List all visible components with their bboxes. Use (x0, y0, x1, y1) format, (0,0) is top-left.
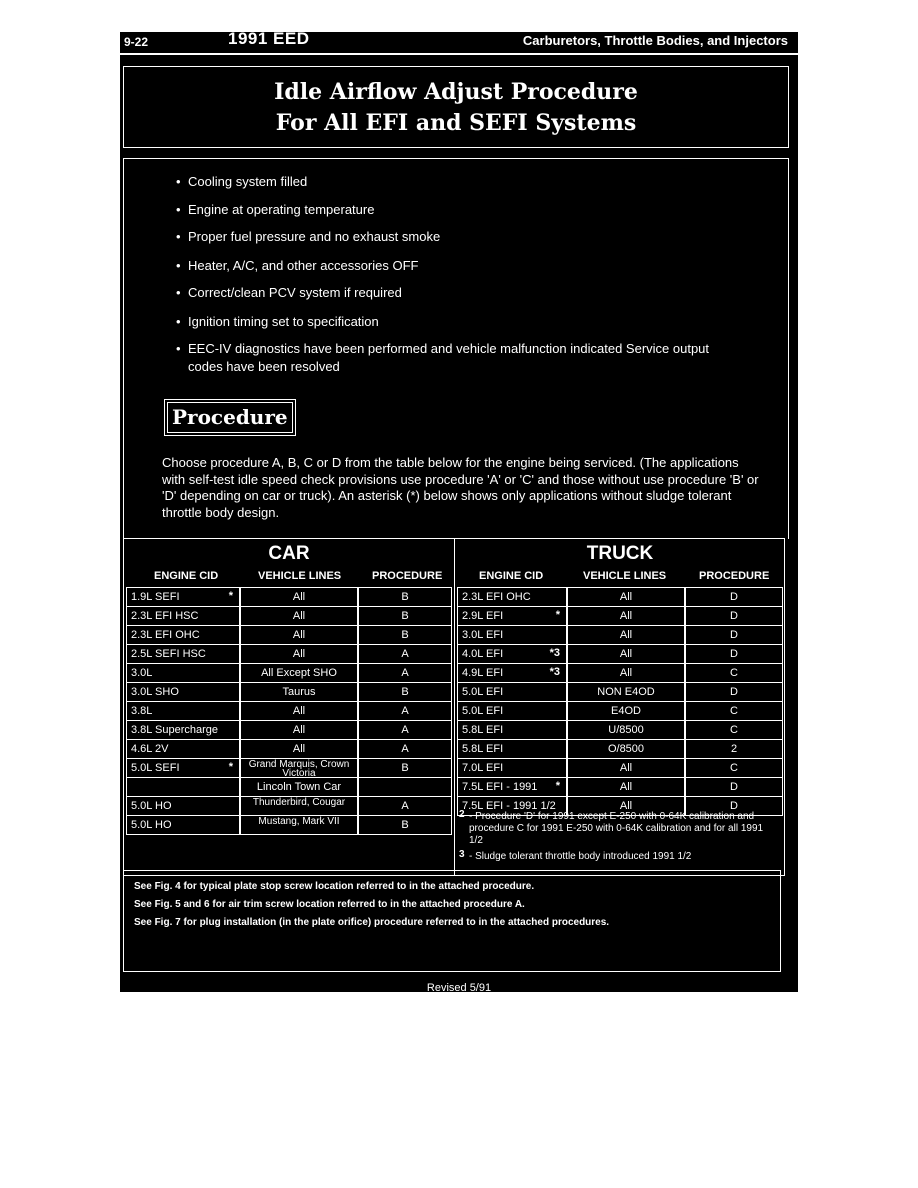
car-row-1-engine-cell (126, 606, 240, 626)
truck-vehicle: All (619, 667, 633, 679)
car-procedure: A (401, 667, 409, 679)
truck-row-1-vehicle-cell (567, 606, 685, 626)
truck-row-6-procedure-cell (685, 701, 783, 721)
car-row-3-engine-cell (126, 644, 240, 664)
car-row-2-procedure-cell (358, 625, 452, 645)
truck-vehicle: All (619, 610, 633, 622)
car-engine: 3.0L SHO (131, 686, 179, 698)
truck-engine: 4.9L EFI (462, 667, 504, 679)
truck-engine: 7.5L EFI - 1991 1/2 (462, 800, 556, 812)
car-procedure: A (401, 800, 409, 812)
page-number: 9-22 (124, 35, 149, 49)
car-row-2-vehicle-cell (240, 625, 358, 645)
procedure-heading-box (164, 399, 296, 436)
car-vehicle: Lincoln Town Car (256, 781, 342, 793)
car-row-0-vehicle-cell (240, 587, 358, 607)
truck-vehicle: NON E4OD (597, 686, 655, 698)
car-procedure: B (401, 591, 409, 603)
truck-procedure: C (730, 667, 738, 679)
truck-row-0-engine-cell (457, 587, 567, 607)
car-row-8-vehicle-cell (240, 739, 358, 759)
truck-row-11-vehicle-cell (567, 796, 685, 816)
car-row-10-procedure-cell (358, 777, 452, 797)
car-col-procedure: PROCEDURE (372, 570, 443, 582)
procedure-heading: Procedure (167, 402, 293, 433)
truck-heading: TRUCK (586, 543, 654, 564)
truck-row-8-procedure-cell (685, 739, 783, 759)
car-vehicle: All (292, 743, 306, 755)
car-row-6-procedure-cell (358, 701, 452, 721)
figure-reference: See Fig. 4 for typical plate stop screw location referred to in the attached procedure. (134, 881, 535, 892)
car-engine: 3.0L (131, 667, 153, 679)
car-vehicle: All (292, 591, 306, 603)
truck-procedure: D (730, 629, 738, 641)
car-row-10-engine-cell (126, 777, 240, 797)
car-row-6-vehicle-cell (240, 701, 358, 721)
truck-procedure: D (730, 686, 738, 698)
car-asterisk-mark: * (228, 590, 233, 602)
car-row-12-vehicle-cell (240, 815, 358, 835)
truck-row-6-engine-cell (457, 701, 567, 721)
car-row-5-engine-cell (126, 682, 240, 702)
car-engine: 4.6L 2V (131, 743, 169, 755)
car-row-7-engine-cell (126, 720, 240, 740)
truck-vehicle: All (619, 648, 633, 660)
car-vehicle: All (292, 648, 306, 660)
car-row-11-engine-cell (126, 796, 240, 816)
car-vehicle: All (292, 629, 306, 641)
truck-vehicle: All (619, 629, 633, 641)
car-procedure: B (401, 629, 409, 641)
truck-engine: 2.3L EFI OHC (462, 591, 531, 603)
figure-reference: See Fig. 5 and 6 for air trim screw location referred to in the attached procedure A. (134, 899, 525, 910)
truck-row-5-engine-cell (457, 682, 567, 702)
title-line-1: Idle Airflow Adjust Procedure (274, 79, 638, 105)
truck-row-2-vehicle-cell (567, 625, 685, 645)
truck-engine: 5.8L EFI (462, 724, 504, 736)
condition-item: • Proper fuel pressure and no exhaust smoke (176, 229, 441, 244)
truck-row-1-engine-cell (457, 606, 567, 626)
truck-row-9-engine-cell (457, 758, 567, 778)
truck-row-5-procedure-cell (685, 682, 783, 702)
truck-row-6-vehicle-cell (567, 701, 685, 721)
car-row-12-engine-cell (126, 815, 240, 835)
car-row-10-vehicle-cell (240, 777, 358, 797)
truck-col-engine: ENGINE CID (479, 570, 544, 582)
truck-engine: 3.0L EFI (462, 629, 504, 641)
car-row-5-vehicle-cell (240, 682, 358, 702)
truck-row-1-procedure-cell (685, 606, 783, 626)
title-box (123, 66, 789, 148)
truck-row-8-engine-cell (457, 739, 567, 759)
truck-row-4-procedure-cell (685, 663, 783, 683)
truck-engine: 4.0L EFI (462, 648, 504, 660)
car-row-12-procedure-cell (358, 815, 452, 835)
car-vehicle: Thunderbird, Cougar (252, 797, 346, 808)
car-row-7-procedure-cell (358, 720, 452, 740)
figure-references-box (123, 870, 781, 972)
car-procedure: B (401, 762, 409, 774)
edition-label: 1991 EED (228, 29, 310, 48)
car-engine: 2.3L EFI OHC (131, 629, 200, 641)
truck-vehicle: All (619, 591, 633, 603)
car-engine: 5.0L HO (131, 800, 172, 812)
truck-row-9-vehicle-cell (567, 758, 685, 778)
truck-procedure: C (730, 724, 738, 736)
header-rule (120, 53, 798, 55)
car-engine: 5.0L HO (131, 819, 172, 831)
truck-row-2-engine-cell (457, 625, 567, 645)
car-vehicle: All (292, 610, 306, 622)
car-procedure: A (401, 705, 409, 717)
truck-note-3: 3 - Sludge tolerant throttle body introduced 1991 1/2 (459, 849, 692, 862)
car-vehicle: All Except SHO (261, 667, 337, 679)
car-row-2-engine-cell (126, 625, 240, 645)
truck-row-7-procedure-cell (685, 720, 783, 740)
truck-procedure: D (730, 610, 738, 622)
car-row-1-procedure-cell (358, 606, 452, 626)
truck-vehicle: All (619, 781, 633, 793)
car-row-11-procedure-cell (358, 796, 452, 816)
page-header (120, 29, 798, 54)
condition-item: • Heater, A/C, and other accessories OFF (176, 258, 419, 273)
truck-procedure: 2 (730, 743, 738, 755)
truck-row-3-vehicle-cell (567, 644, 685, 664)
car-section (124, 539, 454, 875)
truck-row-0-vehicle-cell (567, 587, 685, 607)
truck-engine: 5.8L EFI (462, 743, 504, 755)
truck-asterisk-mark: * (555, 780, 560, 792)
truck-procedure: C (730, 762, 738, 774)
truck-row-0-procedure-cell (685, 587, 783, 607)
car-row-3-vehicle-cell (240, 644, 358, 664)
car-row-8-engine-cell (126, 739, 240, 759)
car-row-0-procedure-cell (358, 587, 452, 607)
truck-vehicle: All (619, 800, 633, 812)
car-row-7-vehicle-cell (240, 720, 358, 740)
car-vehicle: Taurus (282, 686, 316, 698)
car-row-1-vehicle-cell (240, 606, 358, 626)
car-vehicle: Grand Marquis, Crown Victoria (248, 759, 350, 779)
car-row-9-engine-cell (126, 758, 240, 778)
condition-item: • EEC-IV diagnostics have been performed and vehicle malfunction indicated Service output codes have been resolved (176, 341, 710, 374)
car-vehicle: Mustang, Mark VII (258, 816, 340, 827)
truck-row-10-vehicle-cell (567, 777, 685, 797)
truck-row-4-vehicle-cell (567, 663, 685, 683)
car-row-4-vehicle-cell (240, 663, 358, 683)
truck-engine: 5.0L EFI (462, 705, 504, 717)
truck-row-11-procedure-cell (685, 796, 783, 816)
car-engine: 2.5L SEFI HSC (131, 648, 206, 660)
figure-reference: See Fig. 7 for plug installation (in the plate orifice) procedure referred to in the attached procedures. (134, 917, 610, 928)
car-col-vehicle: VEHICLE LINES (258, 570, 342, 582)
car-asterisk-mark: * (228, 761, 233, 773)
truck-procedure: D (730, 591, 738, 603)
car-row-6-engine-cell (126, 701, 240, 721)
truck-vehicle: O/8500 (607, 743, 645, 755)
truck-vehicle: All (619, 762, 633, 774)
engine-procedure-table (123, 538, 785, 876)
car-engine: 1.9L SEFI (131, 591, 180, 603)
section-title: Carburetors, Throttle Bodies, and Injectors (522, 33, 788, 48)
truck-row-4-engine-cell (457, 663, 567, 683)
truck-row-3-procedure-cell (685, 644, 783, 664)
car-row-11-vehicle-cell (240, 796, 358, 816)
car-row-4-procedure-cell (358, 663, 452, 683)
truck-engine: 2.9L EFI (462, 610, 504, 622)
truck-row-2-procedure-cell (685, 625, 783, 645)
car-vehicle: All (292, 705, 306, 717)
condition-item: • Correct/clean PCV system if required (176, 285, 402, 300)
procedure-intro: Choose procedure A, B, C or D from the table below for the engine being serviced. (The applications with self-test idle speed check provisions use procedure 'A' or 'C' and those without use procedure 'B' or 'D' depending on car or truck). An asterisk (*) below shows only applications without sludge tolerant throttle body design. (162, 455, 759, 520)
truck-row-9-procedure-cell (685, 758, 783, 778)
revision-note: Revised 5/91 (426, 982, 492, 994)
condition-item: • Engine at operating temperature (176, 202, 375, 217)
truck-procedure: D (730, 800, 738, 812)
truck-engine: 5.0L EFI (462, 686, 504, 698)
truck-procedure: D (730, 648, 738, 660)
car-row-8-procedure-cell (358, 739, 452, 759)
car-procedure: B (401, 610, 409, 622)
condition-item: • Ignition timing set to specification (176, 314, 379, 329)
car-engine: 3.8L Supercharge (131, 724, 219, 736)
truck-note-2: 2 - Procedure 'D' for 1991 except E-250 with 0-64K calibration and procedure C for 1991 E-250 with 0-64K calibration and for all 1991 1/2 (459, 809, 764, 846)
truck-vehicle: U/8500 (608, 724, 644, 736)
car-heading: CAR (268, 543, 310, 564)
car-engine: 2.3L EFI HSC (131, 610, 199, 622)
truck-row-5-vehicle-cell (567, 682, 685, 702)
truck-engine: 7.5L EFI - 1991 (462, 781, 538, 793)
car-engine: 5.0L SEFI (131, 762, 180, 774)
condition-item: • Cooling system filled (176, 174, 308, 189)
car-engine: 3.8L (131, 705, 153, 717)
prerequisites-box (123, 158, 789, 539)
truck-row-8-vehicle-cell (567, 739, 685, 759)
car-procedure: B (401, 819, 409, 831)
truck-row-3-engine-cell (457, 644, 567, 664)
car-row-0-engine-cell (126, 587, 240, 607)
truck-engine: 7.0L EFI (462, 762, 504, 774)
car-row-9-procedure-cell (358, 758, 452, 778)
truck-section (454, 539, 785, 875)
truck-row-10-procedure-cell (685, 777, 783, 797)
car-procedure: A (401, 648, 409, 660)
truck-procedure: C (730, 705, 738, 717)
truck-asterisk-mark: * (555, 609, 560, 621)
car-vehicle: All (292, 724, 306, 736)
truck-vehicle: E4OD (611, 705, 641, 717)
truck-asterisk-mark: *3 (549, 647, 560, 659)
truck-row-10-engine-cell (457, 777, 567, 797)
truck-procedure: D (730, 781, 738, 793)
truck-col-procedure: PROCEDURE (699, 570, 770, 582)
car-row-4-engine-cell (126, 663, 240, 683)
car-procedure: A (401, 743, 409, 755)
car-row-5-procedure-cell (358, 682, 452, 702)
title-line-2: For All EFI and SEFI Systems (275, 110, 637, 136)
car-row-9-vehicle-cell (240, 758, 358, 778)
car-procedure: A (401, 724, 409, 736)
truck-asterisk-mark: *3 (549, 666, 560, 678)
manual-page (120, 29, 798, 994)
truck-col-vehicle: VEHICLE LINES (583, 570, 667, 582)
truck-row-7-engine-cell (457, 720, 567, 740)
car-col-engine: ENGINE CID (154, 570, 219, 582)
truck-row-11-engine-cell (457, 796, 567, 816)
car-row-3-procedure-cell (358, 644, 452, 664)
car-procedure: B (401, 686, 409, 698)
truck-row-7-vehicle-cell (567, 720, 685, 740)
